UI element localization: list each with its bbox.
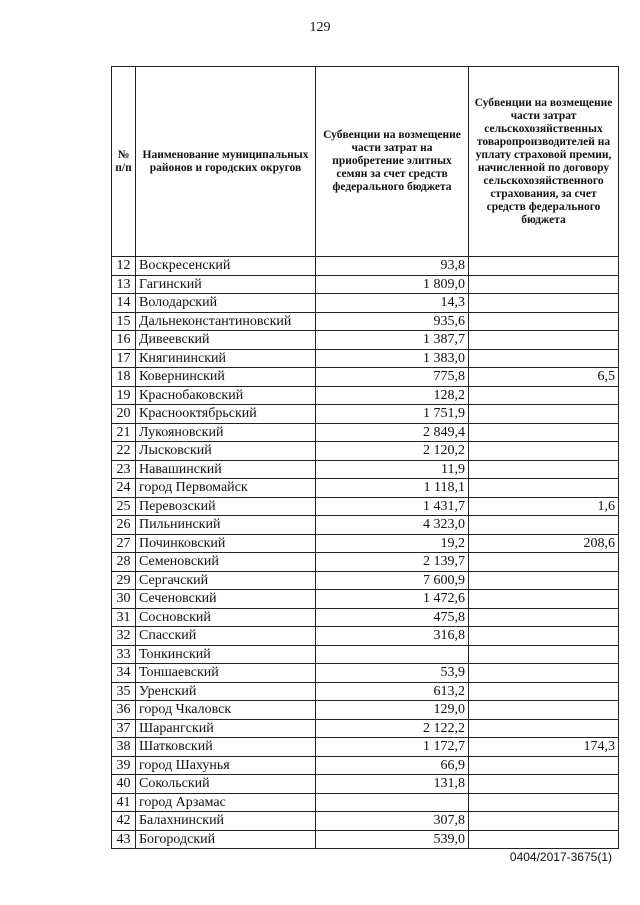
row-value-elite-seeds: 19,2: [316, 534, 469, 553]
row-name: Дивеевский: [136, 331, 316, 350]
row-number: 38: [112, 738, 136, 757]
row-number: 28: [112, 553, 136, 572]
row-value-elite-seeds: 1 387,7: [316, 331, 469, 350]
row-number: 13: [112, 275, 136, 294]
row-value-insurance: 208,6: [469, 534, 619, 553]
row-number: 17: [112, 349, 136, 368]
row-name: Лысковский: [136, 442, 316, 461]
row-name: город Первомайск: [136, 479, 316, 498]
header-num: № п/п: [112, 67, 136, 257]
table-row: [112, 312, 619, 331]
row-name: Уренский: [136, 682, 316, 701]
row-name: Ковернинский: [136, 368, 316, 387]
table-row: [112, 645, 619, 664]
table-row: [112, 405, 619, 424]
row-value-elite-seeds: 1 118,1: [316, 479, 469, 498]
row-number: 20: [112, 405, 136, 424]
header-col2: Субвенции на возмещение части затрат сельскохозяйственных товаропроизводителей на уплату страховой премии, начисленной по договору сельскохозяйственного страхования, за счет средств федерального бюджета: [469, 67, 619, 257]
row-value-insurance: [469, 664, 619, 683]
table-row: [112, 294, 619, 313]
row-value-elite-seeds: 1 172,7: [316, 738, 469, 757]
row-value-elite-seeds: 613,2: [316, 682, 469, 701]
row-number: 37: [112, 719, 136, 738]
table-row: [112, 682, 619, 701]
row-value-insurance: [469, 830, 619, 849]
row-value-insurance: [469, 682, 619, 701]
row-value-insurance: [469, 479, 619, 498]
table-row: [112, 738, 619, 757]
row-value-insurance: [469, 719, 619, 738]
row-value-insurance: [469, 775, 619, 794]
row-value-insurance: [469, 571, 619, 590]
table-row: [112, 830, 619, 849]
table-row: [112, 479, 619, 498]
row-number: 18: [112, 368, 136, 387]
table-row: [112, 442, 619, 461]
row-value-insurance: [469, 312, 619, 331]
table-row: [112, 257, 619, 276]
row-name: Шарангский: [136, 719, 316, 738]
row-number: 40: [112, 775, 136, 794]
header-col1: Субвенции на возмещение части затрат на приобретение элитных семян за счет средств федерального бюджета: [316, 67, 469, 257]
row-name: Воскресенский: [136, 257, 316, 276]
row-name: Балахнинский: [136, 812, 316, 831]
row-value-elite-seeds: [316, 793, 469, 812]
table-row: [112, 812, 619, 831]
row-value-insurance: [469, 701, 619, 720]
row-value-insurance: 174,3: [469, 738, 619, 757]
row-name: Сокольский: [136, 775, 316, 794]
row-value-insurance: [469, 405, 619, 424]
row-value-insurance: [469, 257, 619, 276]
row-name: Тонкинский: [136, 645, 316, 664]
row-name: Сергачский: [136, 571, 316, 590]
row-number: 42: [112, 812, 136, 831]
row-value-elite-seeds: 2 139,7: [316, 553, 469, 572]
row-number: 27: [112, 534, 136, 553]
row-name: Шатковский: [136, 738, 316, 757]
table-header-row: [112, 67, 619, 257]
row-number: 29: [112, 571, 136, 590]
row-value-elite-seeds: 53,9: [316, 664, 469, 683]
row-number: 33: [112, 645, 136, 664]
document-code: 0404/2017-3675(1): [509, 850, 612, 864]
row-value-insurance: [469, 442, 619, 461]
row-value-insurance: [469, 627, 619, 646]
row-value-insurance: 1,6: [469, 497, 619, 516]
table-row: [112, 553, 619, 572]
table-row: [112, 664, 619, 683]
row-number: 26: [112, 516, 136, 535]
row-value-elite-seeds: 131,8: [316, 775, 469, 794]
row-value-insurance: [469, 793, 619, 812]
row-number: 12: [112, 257, 136, 276]
row-name: Починковский: [136, 534, 316, 553]
row-number: 36: [112, 701, 136, 720]
row-value-insurance: [469, 590, 619, 609]
row-number: 43: [112, 830, 136, 849]
table-row: [112, 349, 619, 368]
row-name: Краснооктябрьский: [136, 405, 316, 424]
table-row: [112, 497, 619, 516]
row-name: Семеновский: [136, 553, 316, 572]
row-value-insurance: [469, 460, 619, 479]
table-row: [112, 627, 619, 646]
row-value-elite-seeds: 935,6: [316, 312, 469, 331]
row-value-elite-seeds: 4 323,0: [316, 516, 469, 535]
row-value-elite-seeds: 129,0: [316, 701, 469, 720]
row-value-elite-seeds: 1 472,6: [316, 590, 469, 609]
row-number: 14: [112, 294, 136, 313]
row-number: 22: [112, 442, 136, 461]
row-value-elite-seeds: 2 120,2: [316, 442, 469, 461]
row-number: 31: [112, 608, 136, 627]
row-value-elite-seeds: 1 751,9: [316, 405, 469, 424]
table-row: [112, 275, 619, 294]
table-row: [112, 386, 619, 405]
row-value-insurance: [469, 275, 619, 294]
row-name: Сосновский: [136, 608, 316, 627]
table-row: [112, 608, 619, 627]
table-row: [112, 423, 619, 442]
row-value-elite-seeds: 316,8: [316, 627, 469, 646]
row-value-elite-seeds: 93,8: [316, 257, 469, 276]
table-row: [112, 719, 619, 738]
row-name: город Чкаловск: [136, 701, 316, 720]
row-value-elite-seeds: 307,8: [316, 812, 469, 831]
table-row: [112, 775, 619, 794]
row-value-elite-seeds: [316, 645, 469, 664]
row-value-elite-seeds: 539,0: [316, 830, 469, 849]
row-number: 16: [112, 331, 136, 350]
row-value-insurance: [469, 349, 619, 368]
table-row: [112, 516, 619, 535]
row-value-insurance: [469, 423, 619, 442]
row-name: Лукояновский: [136, 423, 316, 442]
row-number: 15: [112, 312, 136, 331]
row-name: город Арзамас: [136, 793, 316, 812]
row-name: Навашинский: [136, 460, 316, 479]
row-number: 39: [112, 756, 136, 775]
row-value-elite-seeds: 475,8: [316, 608, 469, 627]
row-value-elite-seeds: 14,3: [316, 294, 469, 313]
table-row: [112, 368, 619, 387]
row-number: 19: [112, 386, 136, 405]
row-value-elite-seeds: 2 849,4: [316, 423, 469, 442]
row-value-elite-seeds: 2 122,2: [316, 719, 469, 738]
row-name: Дальнеконстантиновский: [136, 312, 316, 331]
row-value-elite-seeds: 11,9: [316, 460, 469, 479]
header-name: Наименование муниципальных районов и городских округов: [136, 67, 316, 257]
row-number: 32: [112, 627, 136, 646]
table-row: [112, 534, 619, 553]
row-value-insurance: [469, 553, 619, 572]
row-name: Княгининский: [136, 349, 316, 368]
table-row: [112, 793, 619, 812]
row-value-elite-seeds: 775,8: [316, 368, 469, 387]
row-number: 23: [112, 460, 136, 479]
table-row: [112, 701, 619, 720]
row-value-insurance: 6,5: [469, 368, 619, 387]
table-row: [112, 756, 619, 775]
table-row: [112, 590, 619, 609]
row-value-insurance: [469, 645, 619, 664]
table-body: [112, 257, 619, 849]
table-row: [112, 331, 619, 350]
row-value-elite-seeds: 1 809,0: [316, 275, 469, 294]
row-value-insurance: [469, 608, 619, 627]
row-value-elite-seeds: 1 431,7: [316, 497, 469, 516]
row-number: 21: [112, 423, 136, 442]
row-number: 35: [112, 682, 136, 701]
row-name: Перевозский: [136, 497, 316, 516]
subsidy-table: [111, 66, 619, 849]
row-number: 34: [112, 664, 136, 683]
row-value-insurance: [469, 756, 619, 775]
row-value-elite-seeds: 128,2: [316, 386, 469, 405]
row-value-insurance: [469, 386, 619, 405]
table-row: [112, 460, 619, 479]
row-name: Володарский: [136, 294, 316, 313]
row-name: Спасский: [136, 627, 316, 646]
row-value-insurance: [469, 294, 619, 313]
row-value-elite-seeds: 1 383,0: [316, 349, 469, 368]
row-name: Пильнинский: [136, 516, 316, 535]
row-number: 25: [112, 497, 136, 516]
row-number: 41: [112, 793, 136, 812]
row-value-insurance: [469, 516, 619, 535]
table-row: [112, 571, 619, 590]
row-name: город Шахунья: [136, 756, 316, 775]
row-value-elite-seeds: 66,9: [316, 756, 469, 775]
row-name: Сеченовский: [136, 590, 316, 609]
row-value-insurance: [469, 812, 619, 831]
row-name: Краснобаковский: [136, 386, 316, 405]
row-value-insurance: [469, 331, 619, 350]
row-value-elite-seeds: 7 600,9: [316, 571, 469, 590]
row-number: 30: [112, 590, 136, 609]
page-number: 129: [309, 20, 331, 35]
row-name: Гагинский: [136, 275, 316, 294]
row-name: Тоншаевский: [136, 664, 316, 683]
row-number: 24: [112, 479, 136, 498]
row-name: Богородский: [136, 830, 316, 849]
